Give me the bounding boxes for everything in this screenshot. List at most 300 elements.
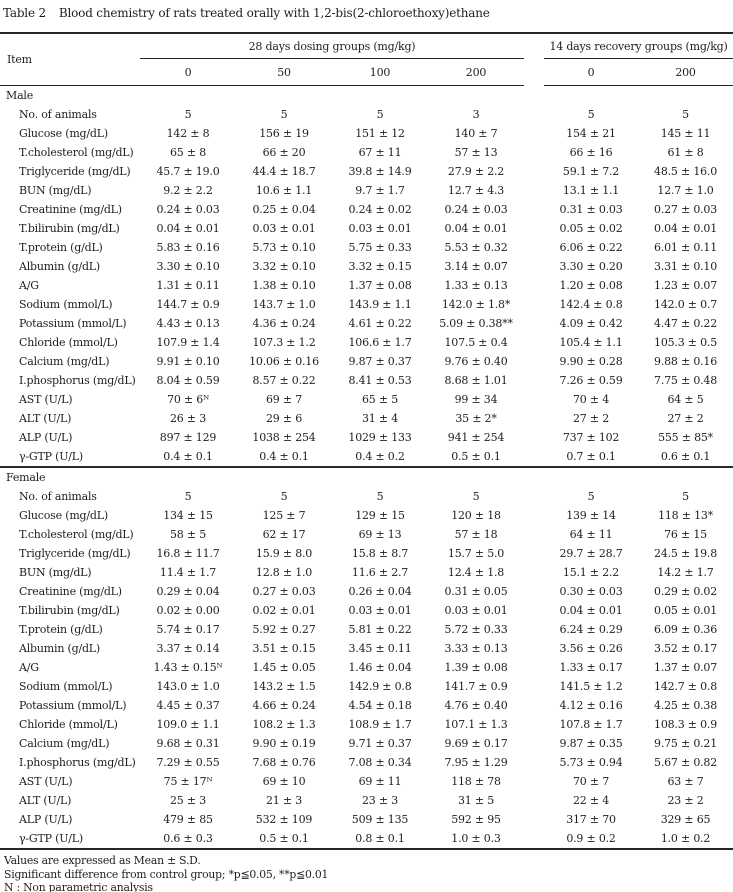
column-gap — [524, 238, 544, 257]
table-row — [0, 639, 733, 658]
column-gap — [524, 200, 544, 219]
value-cell: 1.43 ± 0.15ᴺ — [153, 661, 223, 674]
value-cell: 5 — [587, 490, 595, 503]
value-cell: 3.32 ± 0.15 — [348, 260, 412, 273]
value-cell: 26 ± 3 — [169, 412, 206, 425]
column-gap — [524, 810, 544, 829]
value-cell: 7.68 ± 0.76 — [252, 756, 316, 769]
value-cell: 142.9 ± 0.8 — [348, 680, 412, 693]
row-label: BUN (mg/dL) — [19, 184, 92, 197]
value-cell: 154 ± 21 — [566, 127, 616, 140]
value-cell: 108.3 ± 0.9 — [654, 718, 718, 731]
column-gap — [524, 181, 544, 200]
table-row — [0, 219, 733, 238]
value-cell: 16.8 ± 11.7 — [156, 547, 220, 560]
value-cell: 12.7 ± 4.3 — [447, 184, 505, 197]
value-cell: 0.26 ± 0.04 — [348, 585, 412, 598]
value-cell: 0.05 ± 0.01 — [654, 604, 718, 617]
value-cell: 151 ± 12 — [355, 127, 405, 140]
column-gap — [524, 563, 544, 582]
row-label: γ-GTP (U/L) — [0, 829, 140, 849]
value-cell: 0.03 ± 0.01 — [348, 604, 412, 617]
value-cell: 0.27 ± 0.03 — [654, 203, 718, 216]
row-label: Calcium (mg/dL) — [19, 355, 110, 368]
table-row — [0, 105, 733, 124]
value-cell: 62 ± 17 — [262, 528, 306, 541]
value-cell: 3.31 ± 0.10 — [654, 260, 718, 273]
table-row — [0, 447, 733, 467]
value-cell: 141.7 ± 0.9 — [444, 680, 508, 693]
value-cell: 7.95 ± 1.29 — [444, 756, 508, 769]
column-gap — [524, 59, 544, 86]
value-cell: 5.83 ± 0.16 — [156, 241, 220, 254]
column-gap — [524, 639, 544, 658]
value-cell: 3.37 ± 0.14 — [156, 642, 220, 655]
value-cell: 9.91 ± 0.10 — [156, 355, 220, 368]
value-cell: 7.75 ± 0.48 — [654, 374, 718, 387]
value-cell: 144.7 ± 0.9 — [156, 298, 220, 311]
row-label: T.cholesterol (mg/dL) — [19, 146, 134, 159]
row-label: Creatinine (mg/dL) — [19, 585, 122, 598]
value-cell: 1.45 ± 0.05 — [252, 661, 316, 674]
value-cell: 142.0 ± 1.8* — [441, 298, 511, 311]
value-cell: 0.03 ± 0.01 — [252, 222, 316, 235]
value-cell: 27 ± 2 — [667, 412, 704, 425]
value-cell: 11.4 ± 1.7 — [159, 566, 217, 579]
column-gap — [524, 219, 544, 238]
table-caption: Blood chemistry of rats treated orally with 1,2-bis(2-chloroethoxy)ethane — [58, 6, 490, 20]
value-cell: 59.1 ± 7.2 — [562, 165, 620, 178]
footnote-significance: Significant difference from control group; *p≦0.05, **p≦0.01 — [4, 867, 329, 881]
value-cell: 1.38 ± 0.10 — [252, 279, 316, 292]
row-label: ALP (U/L) — [19, 431, 73, 444]
footnote-mean-sd: Values are expressed as Mean ± S.D. — [4, 854, 201, 867]
value-cell: 5 — [184, 490, 192, 503]
value-cell: 8.41 ± 0.53 — [348, 374, 412, 387]
table-row — [0, 582, 733, 601]
value-cell: 5 — [184, 108, 192, 121]
row-label: No. of animals — [19, 108, 97, 121]
value-cell: 35 ± 2* — [455, 412, 497, 425]
value-cell: 140 ± 7 — [454, 127, 498, 140]
value-cell: 1.23 ± 0.07 — [654, 279, 718, 292]
value-cell: 0.30 ± 0.03 — [559, 585, 623, 598]
value-cell: 70 ± 4 — [573, 393, 610, 406]
row-label: BUN (mg/dL) — [19, 566, 92, 579]
value-cell: 118 ± 78 — [451, 775, 501, 788]
value-cell: 0.04 ± 0.01 — [654, 222, 718, 235]
value-cell: 4.09 ± 0.42 — [559, 317, 623, 330]
table-row — [0, 428, 733, 447]
value-cell: 15.9 ± 8.0 — [255, 547, 313, 560]
value-cell: 4.25 ± 0.38 — [654, 699, 718, 712]
value-cell: 1.37 ± 0.07 — [654, 661, 718, 674]
value-cell: 10.06 ± 0.16 — [249, 355, 319, 368]
value-cell: 6.06 ± 0.22 — [559, 241, 623, 254]
value-cell: 479 ± 85 — [163, 813, 213, 826]
value-cell: 9.69 ± 0.17 — [444, 737, 508, 750]
value-cell: 31 ± 4 — [361, 412, 398, 425]
value-cell: 65 ± 8 — [169, 146, 206, 159]
value-cell: 0.03 ± 0.01 — [348, 222, 412, 235]
table-row — [0, 390, 733, 409]
value-cell: 142 ± 8 — [166, 127, 210, 140]
value-cell: 5.92 ± 0.27 — [252, 623, 316, 636]
value-cell: 9.90 ± 0.19 — [252, 737, 316, 750]
value-cell: 44.4 ± 18.7 — [252, 165, 316, 178]
column-gap — [524, 352, 544, 371]
value-cell: 15.8 ± 8.7 — [351, 547, 409, 560]
value-cell: 143.0 ± 1.0 — [156, 680, 220, 693]
value-cell: 63 ± 7 — [667, 775, 704, 788]
group-header-row — [0, 33, 733, 59]
value-cell: 69 ± 11 — [358, 775, 402, 788]
value-cell: 0.27 ± 0.03 — [252, 585, 316, 598]
value-cell: 0.03 ± 0.01 — [444, 604, 508, 617]
value-cell: 11.6 ± 2.7 — [351, 566, 409, 579]
value-cell: 1.33 ± 0.13 — [444, 279, 508, 292]
value-cell: 1.46 ± 0.04 — [348, 661, 412, 674]
value-cell: 6.24 ± 0.29 — [559, 623, 623, 636]
table-row — [0, 772, 733, 791]
value-cell: 106.6 ± 1.7 — [348, 336, 412, 349]
value-cell: 69 ± 13 — [358, 528, 402, 541]
column-header-dose-50: 50 — [236, 59, 332, 86]
value-cell: 143.2 ± 1.5 — [252, 680, 316, 693]
value-cell: 5.75 ± 0.33 — [348, 241, 412, 254]
value-cell: 12.7 ± 1.0 — [657, 184, 714, 197]
column-gap — [524, 734, 544, 753]
value-cell: 3.45 ± 0.11 — [348, 642, 412, 655]
value-cell: 4.76 ± 0.40 — [444, 699, 508, 712]
value-cell: 4.43 ± 0.13 — [156, 317, 220, 330]
value-cell: 4.61 ± 0.22 — [348, 317, 412, 330]
row-label: T.bilirubin (mg/dL) — [19, 222, 120, 235]
value-cell: 23 ± 3 — [361, 794, 398, 807]
value-cell: 5.73 ± 0.94 — [559, 756, 623, 769]
value-cell: 6.01 ± 0.11 — [654, 241, 718, 254]
value-cell: 7.29 ± 0.55 — [156, 756, 220, 769]
table-row — [0, 753, 733, 772]
value-cell: 24.5 ± 19.8 — [654, 547, 718, 560]
column-gap — [524, 696, 544, 715]
value-cell: 6.09 ± 0.36 — [654, 623, 718, 636]
column-gap — [524, 162, 544, 181]
table-row — [0, 238, 733, 257]
column-gap — [524, 620, 544, 639]
value-cell: 107.9 ± 1.4 — [156, 336, 220, 349]
value-cell: 5 — [280, 490, 288, 503]
row-label: AST (U/L) — [19, 393, 73, 406]
table-row — [0, 791, 733, 810]
value-cell: 107.5 ± 0.4 — [444, 336, 508, 349]
value-cell: 4.45 ± 0.37 — [156, 699, 220, 712]
value-cell: 0.04 ± 0.01 — [559, 604, 623, 617]
column-gap — [524, 428, 544, 447]
value-cell: 5.09 ± 0.38** — [439, 317, 513, 330]
value-cell: 8.68 ± 1.01 — [444, 374, 508, 387]
value-cell: 897 ± 129 — [159, 431, 217, 444]
column-gap — [524, 295, 544, 314]
row-label: T.bilirubin (mg/dL) — [19, 604, 120, 617]
value-cell: 0.9 ± 0.2 — [544, 829, 638, 849]
value-cell: 0.31 ± 0.05 — [444, 585, 508, 598]
value-cell: 0.29 ± 0.04 — [156, 585, 220, 598]
value-cell: 4.36 ± 0.24 — [252, 317, 316, 330]
column-gap — [524, 105, 544, 124]
column-header-recovery-200: 200 — [638, 59, 733, 86]
value-cell: 14.2 ± 1.7 — [657, 566, 714, 579]
table-row — [0, 200, 733, 219]
column-gap — [524, 544, 544, 563]
value-cell: 3 — [472, 108, 480, 121]
value-cell: 5.73 ± 0.10 — [252, 241, 316, 254]
value-cell: 3.32 ± 0.10 — [252, 260, 316, 273]
value-cell: 108.9 ± 1.7 — [348, 718, 412, 731]
row-label: γ-GTP (U/L) — [0, 447, 140, 467]
value-cell: 9.87 ± 0.37 — [348, 355, 412, 368]
table-row — [0, 409, 733, 428]
column-gap — [524, 677, 544, 696]
value-cell: 0.24 ± 0.03 — [444, 203, 508, 216]
section-header: Female — [6, 471, 46, 484]
column-gap — [524, 447, 544, 467]
value-cell: 64 ± 11 — [569, 528, 613, 541]
value-cell: 69 ± 7 — [265, 393, 302, 406]
column-gap — [524, 143, 544, 162]
value-cell: 21 ± 3 — [265, 794, 302, 807]
value-cell: 0.25 ± 0.04 — [252, 203, 316, 216]
column-gap — [524, 314, 544, 333]
value-cell: 57 ± 13 — [454, 146, 498, 159]
table-row — [0, 143, 733, 162]
column-group-recovery: 14 days recovery groups (mg/kg) — [544, 33, 733, 59]
value-cell: 8.04 ± 0.59 — [156, 374, 220, 387]
column-gap — [524, 772, 544, 791]
blood-chemistry-table — [0, 32, 733, 850]
column-gap — [524, 658, 544, 677]
value-cell: 9.71 ± 0.37 — [348, 737, 412, 750]
row-label: A/G — [19, 661, 39, 674]
value-cell: 4.66 ± 0.24 — [252, 699, 316, 712]
row-label: ALT (U/L) — [19, 412, 72, 425]
row-label: Sodium (mmol/L) — [19, 680, 113, 693]
row-label: ALP (U/L) — [19, 813, 73, 826]
value-cell: 9.68 ± 0.31 — [156, 737, 220, 750]
column-group-dosing: 28 days dosing groups (mg/kg) — [140, 33, 524, 59]
row-label: No. of animals — [19, 490, 97, 503]
column-gap — [524, 715, 544, 734]
value-cell: 0.7 ± 0.1 — [544, 447, 638, 467]
value-cell: 70 ± 6ᴺ — [167, 393, 209, 406]
value-cell: 9.87 ± 0.35 — [559, 737, 623, 750]
value-cell: 15.7 ± 5.0 — [447, 547, 505, 560]
value-cell: 107.1 ± 1.3 — [444, 718, 508, 731]
value-cell: 0.05 ± 0.02 — [559, 222, 623, 235]
row-label: Potassium (mmol/L) — [19, 699, 127, 712]
value-cell: 0.4 ± 0.2 — [332, 447, 428, 467]
value-cell: 1.20 ± 0.08 — [559, 279, 623, 292]
table-row — [0, 181, 733, 200]
value-cell: 66 ± 16 — [569, 146, 613, 159]
value-cell: 45.7 ± 19.0 — [156, 165, 220, 178]
value-cell: 5.74 ± 0.17 — [156, 623, 220, 636]
value-cell: 0.6 ± 0.3 — [140, 829, 236, 849]
column-gap — [524, 791, 544, 810]
table-row — [0, 658, 733, 677]
value-cell: 0.5 ± 0.1 — [236, 829, 332, 849]
value-cell: 29 ± 6 — [265, 412, 302, 425]
value-cell: 25 ± 3 — [169, 794, 206, 807]
value-cell: 1038 ± 254 — [252, 431, 316, 444]
column-gap — [524, 333, 544, 352]
column-header-dose-200: 200 — [428, 59, 524, 86]
table-row — [0, 620, 733, 639]
value-cell: 3.52 ± 0.17 — [654, 642, 718, 655]
section-row-male — [0, 86, 733, 106]
column-gap — [524, 487, 544, 506]
value-cell: 107.8 ± 1.7 — [559, 718, 623, 731]
table-row — [0, 333, 733, 352]
value-cell: 142.4 ± 0.8 — [559, 298, 623, 311]
value-cell: 0.29 ± 0.02 — [654, 585, 718, 598]
table-row — [0, 563, 733, 582]
value-cell: 5 — [682, 108, 689, 121]
value-cell: 7.26 ± 0.59 — [559, 374, 623, 387]
value-cell: 317 ± 70 — [566, 813, 616, 826]
value-cell: 10.6 ± 1.1 — [255, 184, 313, 197]
value-cell: 9.76 ± 0.40 — [444, 355, 508, 368]
value-cell: 0.31 ± 0.03 — [559, 203, 623, 216]
table-row — [0, 734, 733, 753]
table-row — [0, 696, 733, 715]
column-header-dose-0: 0 — [140, 59, 236, 86]
table-row — [0, 487, 733, 506]
value-cell: 555 ± 85* — [658, 431, 713, 444]
value-cell: 5.53 ± 0.32 — [444, 241, 508, 254]
value-cell: 5.81 ± 0.22 — [348, 623, 412, 636]
value-cell: 4.54 ± 0.18 — [348, 699, 412, 712]
value-cell: 67 ± 11 — [358, 146, 402, 159]
table-row — [0, 601, 733, 620]
value-cell: 22 ± 4 — [573, 794, 610, 807]
column-gap — [524, 390, 544, 409]
table-row — [0, 257, 733, 276]
value-cell: 142.7 ± 0.8 — [654, 680, 718, 693]
value-cell: 105.4 ± 1.1 — [559, 336, 623, 349]
value-cell: 143.9 ± 1.1 — [348, 298, 412, 311]
value-cell: 1.0 ± 0.3 — [428, 829, 524, 849]
value-cell: 509 ± 135 — [351, 813, 409, 826]
value-cell: 9.75 ± 0.21 — [654, 737, 718, 750]
table-row — [0, 352, 733, 371]
value-cell: 1.39 ± 0.08 — [444, 661, 508, 674]
column-gap — [524, 506, 544, 525]
column-gap — [524, 33, 544, 59]
value-cell: 107.3 ± 1.2 — [252, 336, 316, 349]
value-cell: 39.8 ± 14.9 — [348, 165, 412, 178]
column-gap — [524, 525, 544, 544]
value-cell: 31 ± 5 — [458, 794, 495, 807]
value-cell: 0.24 ± 0.02 — [348, 203, 412, 216]
value-cell: 0.04 ± 0.01 — [156, 222, 220, 235]
row-label: Creatinine (mg/dL) — [19, 203, 122, 216]
row-label: Albumin (g/dL) — [19, 642, 100, 655]
table-row — [0, 525, 733, 544]
column-gap — [524, 257, 544, 276]
value-cell: 4.47 ± 0.22 — [654, 317, 718, 330]
value-cell: 69 ± 10 — [262, 775, 306, 788]
value-cell: 9.7 ± 1.7 — [355, 184, 405, 197]
value-cell: 0.04 ± 0.01 — [444, 222, 508, 235]
value-cell: 9.2 ± 2.2 — [163, 184, 213, 197]
value-cell: 145 ± 11 — [660, 127, 711, 140]
column-gap — [524, 276, 544, 295]
value-cell: 109.0 ± 1.1 — [156, 718, 220, 731]
table-row — [0, 715, 733, 734]
table-row — [0, 506, 733, 525]
value-cell: 99 ± 34 — [454, 393, 498, 406]
row-label: Glucose (mg/dL) — [19, 127, 108, 140]
row-label: Potassium (mmol/L) — [19, 317, 127, 330]
value-cell: 0.24 ± 0.03 — [156, 203, 220, 216]
row-label: AST (U/L) — [19, 775, 73, 788]
row-label: T.cholesterol (mg/dL) — [19, 528, 134, 541]
value-cell: 0.02 ± 0.00 — [156, 604, 220, 617]
value-cell: 108.2 ± 1.3 — [252, 718, 316, 731]
value-cell: 8.57 ± 0.22 — [252, 374, 316, 387]
value-cell: 737 ± 102 — [562, 431, 620, 444]
value-cell: 61 ± 8 — [667, 146, 704, 159]
value-cell: 0.4 ± 0.1 — [236, 447, 332, 467]
value-cell: 3.30 ± 0.10 — [156, 260, 220, 273]
value-cell: 5 — [682, 490, 689, 503]
value-cell: 5 — [472, 490, 480, 503]
value-cell: 76 ± 15 — [664, 528, 707, 541]
value-cell: 0.5 ± 0.1 — [428, 447, 524, 467]
row-label: T.protein (g/dL) — [19, 241, 103, 254]
value-cell: 57 ± 18 — [454, 528, 498, 541]
row-label: A/G — [19, 279, 39, 292]
row-label: Albumin (g/dL) — [19, 260, 100, 273]
value-cell: 3.56 ± 0.26 — [559, 642, 623, 655]
row-label: Triglyceride (mg/dL) — [19, 547, 131, 560]
value-cell: 4.12 ± 0.16 — [559, 699, 623, 712]
table-body — [0, 86, 733, 850]
value-cell: 134 ± 15 — [163, 509, 213, 522]
column-gap — [524, 124, 544, 143]
value-cell: 27.9 ± 2.2 — [447, 165, 505, 178]
value-cell: 64 ± 5 — [667, 393, 704, 406]
table-number: Table 2 — [3, 6, 46, 20]
table-row — [0, 162, 733, 181]
table-row — [0, 829, 733, 849]
column-header-dose-100: 100 — [332, 59, 428, 86]
row-label: I.phosphorus (mg/dL) — [19, 374, 136, 387]
value-cell: 139 ± 14 — [566, 509, 616, 522]
column-header-recovery-0: 0 — [544, 59, 638, 86]
column-gap — [524, 371, 544, 390]
row-label: T.protein (g/dL) — [19, 623, 103, 636]
value-cell: 5.72 ± 0.33 — [444, 623, 508, 636]
row-label: ALT (U/L) — [19, 794, 72, 807]
value-cell: 7.08 ± 0.34 — [348, 756, 412, 769]
row-label: Chloride (mmol/L) — [19, 336, 118, 349]
row-label: Sodium (mmol/L) — [19, 298, 113, 311]
value-cell: 143.7 ± 1.0 — [252, 298, 316, 311]
column-gap — [524, 753, 544, 772]
value-cell: 0.02 ± 0.01 — [252, 604, 316, 617]
